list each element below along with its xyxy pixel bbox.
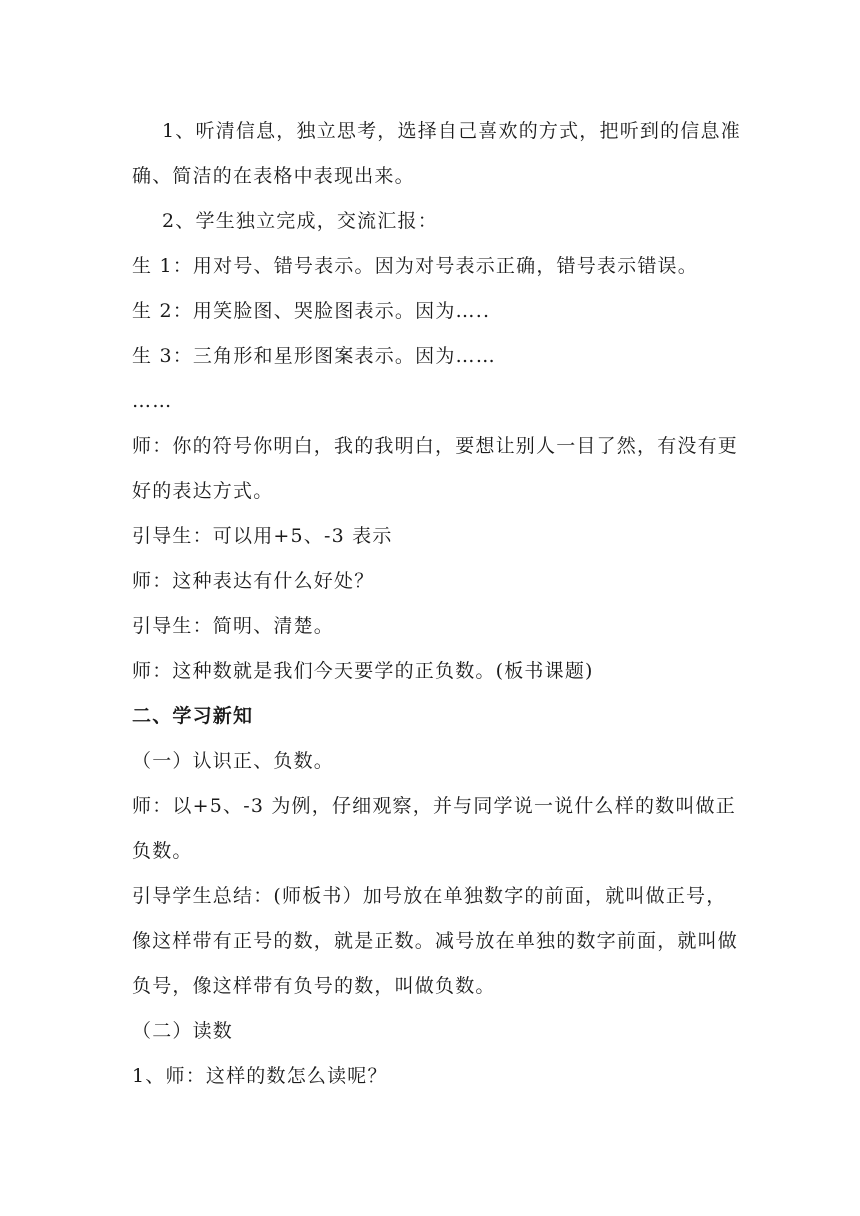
student-answer-line: 生 1：用对号、错号表示。因为对号表示正确，错号表示错误。 [132, 255, 698, 277]
teacher-line: 师：以+5、-3 为例，仔细观察，并与同学说一说什么样的数叫做正 [132, 795, 736, 817]
paragraph-line: 确、简洁的在表格中表现出来。 [132, 165, 415, 187]
subsection-heading: （一）认识正、负数。 [132, 750, 335, 772]
paragraph-line: 1、听清信息，独立思考，选择自己喜欢的方式，把听到的信息准 [162, 120, 741, 142]
summary-line: 像这样带有正号的数，就是正数。减号放在单独的数字前面，就叫做 [132, 930, 739, 952]
teacher-line: 师：这种表达有什么好处？ [132, 570, 375, 592]
teacher-line: 好的表达方式。 [132, 480, 274, 502]
summary-line: 负号，像这样带有负号的数，叫做负数。 [132, 975, 496, 997]
student-answer-line: 生 2：用笑脸图、哭脸图表示。因为….. [132, 300, 491, 322]
teacher-line: 负数。 [132, 840, 193, 862]
section-heading: 二、学习新知 [132, 705, 254, 727]
teacher-line: 1、师：这样的数怎么读呢？ [132, 1065, 388, 1087]
document-body [132, 112, 741, 1102]
paragraph-line: 2、学生独立完成，交流汇报： [162, 210, 438, 232]
guide-line: 引导生：可以用+5、-3 表示 [132, 525, 393, 547]
teacher-line: 师：你的符号你明白，我的我明白，要想让别人一目了然，有没有更 [132, 435, 739, 457]
student-answer-line: 生 3：三角形和星形图案表示。因为…… [132, 345, 496, 367]
guide-line: 引导生：简明、清楚。 [132, 615, 335, 637]
ellipsis-line: …… [132, 390, 173, 412]
teacher-line: 师：这种数就是我们今天要学的正负数。(板书课题) [132, 660, 594, 682]
summary-line: 引导学生总结：(师板书）加号放在单独数字的前面，就叫做正号， [132, 885, 727, 907]
subsection-heading: （二）读数 [132, 1020, 234, 1042]
